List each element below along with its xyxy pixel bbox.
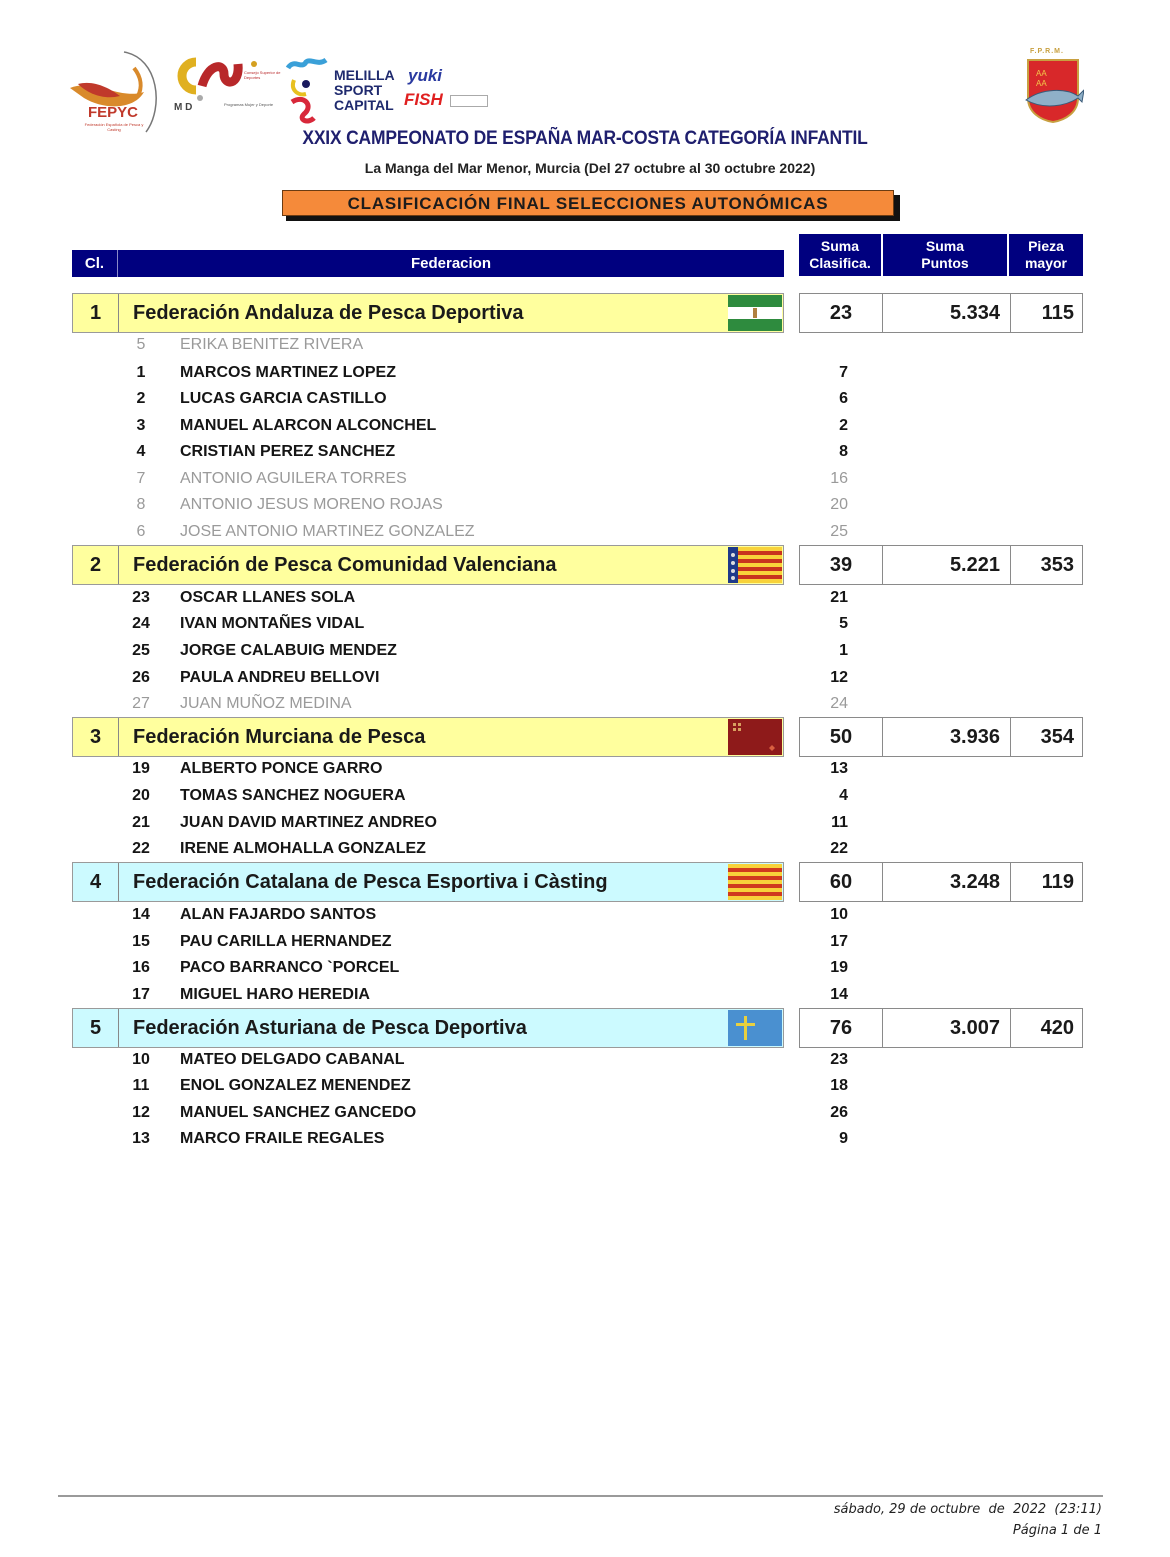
suma-clasifica-value: 50 bbox=[800, 718, 883, 756]
member-points: 5 bbox=[839, 615, 848, 632]
valencia-flag-icon bbox=[728, 547, 782, 583]
csd-logo bbox=[168, 56, 288, 126]
member-points: 18 bbox=[830, 1077, 848, 1094]
team-rank: 5 bbox=[73, 1009, 119, 1047]
member-number: 22 bbox=[132, 840, 150, 857]
fish-logo-text: FISH bbox=[404, 90, 443, 109]
svg-text:AA: AA bbox=[1036, 69, 1047, 78]
member-points: 8 bbox=[839, 443, 848, 460]
footer-page-number: Página 1 de 1 bbox=[1012, 1523, 1102, 1538]
member-row bbox=[120, 903, 860, 927]
member-points: 24 bbox=[830, 695, 848, 712]
csd-logo-text: Consejo Superior de Deportes bbox=[244, 70, 281, 80]
member-points: 16 bbox=[830, 470, 848, 487]
member-name: MARCOS MARTINEZ LOPEZ bbox=[180, 364, 396, 381]
column-header-suma-clasifica-line1: Suma bbox=[820, 238, 860, 254]
fprm-shield-logo bbox=[1022, 48, 1084, 122]
team-rank: 4 bbox=[73, 863, 119, 901]
column-header-pieza-mayor bbox=[1009, 234, 1083, 276]
yuki-logo-text: yuki bbox=[408, 66, 443, 85]
suma-puntos-value: 3.248 bbox=[883, 863, 1011, 901]
member-row bbox=[120, 493, 860, 517]
member-number: 15 bbox=[132, 933, 150, 950]
suma-puntos-value: 3.007 bbox=[883, 1009, 1011, 1047]
suma-puntos-value: 3.936 bbox=[883, 718, 1011, 756]
myd-logo-text: M D bbox=[174, 102, 193, 113]
championship-title: XXIX CAMPEONATO DE ESPAÑA MAR-COSTA CATEGORÍA INFANTIL bbox=[302, 128, 868, 149]
member-row bbox=[120, 520, 860, 544]
footer-divider bbox=[58, 1495, 1103, 1497]
suma-puntos-value: 5.334 bbox=[883, 294, 1011, 332]
team-name: Federación Asturiana de Pesca Deportiva bbox=[133, 1016, 527, 1039]
member-number: 8 bbox=[136, 496, 146, 513]
pieza-mayor-value: 353 bbox=[1040, 553, 1074, 576]
myd-logo-subtext: Programas Mujer y Deporte bbox=[224, 102, 274, 107]
member-name: ERIKA BENITEZ RIVERA bbox=[180, 336, 364, 353]
member-name: MANUEL ALARCON ALCONCHEL bbox=[180, 417, 437, 434]
fepyc-logo-text: FEPYC bbox=[88, 104, 139, 121]
member-name: IRENE ALMOHALLA GONZALEZ bbox=[180, 840, 426, 857]
member-name: OSCAR LLANES SOLA bbox=[180, 589, 356, 606]
suma-clasifica-value: 76 bbox=[800, 1009, 883, 1047]
pieza-mayor-value: 119 bbox=[1041, 870, 1074, 893]
fepyc-logo-subtext: Federación Española de Pesca y Casting bbox=[84, 122, 144, 132]
team-name: Federación de Pesca Comunidad Valenciana bbox=[133, 553, 557, 576]
member-points: 1 bbox=[839, 642, 848, 659]
asturias-flag-icon bbox=[728, 1010, 782, 1046]
melilla-sport-capital-logo bbox=[284, 58, 404, 126]
team-row bbox=[72, 545, 784, 585]
suma-clasifica-value: 39 bbox=[800, 546, 883, 584]
member-points: 4 bbox=[839, 787, 848, 804]
column-header-cl: Cl. bbox=[72, 250, 118, 277]
member-number: 1 bbox=[136, 364, 146, 381]
member-name: JUAN DAVID MARTINEZ ANDREO bbox=[180, 814, 437, 831]
member-points: 9 bbox=[839, 1130, 848, 1147]
team-row bbox=[72, 862, 784, 902]
column-header-federacion: Federacion bbox=[118, 250, 784, 277]
team-name: Federación Murciana de Pesca bbox=[133, 725, 426, 748]
member-name: TOMAS SANCHEZ NOGUERA bbox=[180, 787, 406, 804]
column-header-suma-clasifica bbox=[799, 234, 881, 276]
member-name: MARCO FRAILE REGALES bbox=[180, 1130, 385, 1147]
column-header-suma-puntos bbox=[883, 234, 1007, 276]
member-row bbox=[120, 811, 860, 835]
member-row bbox=[120, 930, 860, 954]
team-row bbox=[72, 717, 784, 757]
member-number: 20 bbox=[132, 787, 150, 804]
team-stats bbox=[799, 293, 1083, 333]
member-name: LUCAS GARCIA CASTILLO bbox=[180, 390, 387, 407]
member-number: 23 bbox=[132, 589, 150, 606]
member-points: 12 bbox=[830, 669, 848, 686]
member-row bbox=[120, 666, 860, 690]
member-name: JOSE ANTONIO MARTINEZ GONZALEZ bbox=[180, 523, 475, 540]
member-number: 17 bbox=[132, 986, 150, 1003]
member-name: CRISTIAN PEREZ SANCHEZ bbox=[180, 443, 396, 460]
fprm-logo-text: F.P.R.M. bbox=[1030, 48, 1064, 55]
member-points: 19 bbox=[830, 959, 848, 976]
team-stats bbox=[799, 545, 1083, 585]
member-points: 7 bbox=[839, 364, 848, 381]
member-number: 6 bbox=[136, 523, 146, 540]
member-row bbox=[120, 692, 860, 716]
member-row bbox=[120, 956, 860, 980]
svg-text:AA: AA bbox=[1036, 79, 1047, 88]
member-name: IVAN MONTAÑES VIDAL bbox=[180, 615, 365, 632]
yuki-fish-logo bbox=[404, 64, 494, 114]
member-number: 24 bbox=[132, 615, 150, 632]
member-points: 23 bbox=[830, 1051, 848, 1068]
member-row bbox=[120, 1127, 860, 1151]
member-number: 2 bbox=[136, 390, 146, 407]
member-row bbox=[120, 612, 860, 636]
pieza-mayor-value: 115 bbox=[1041, 301, 1074, 324]
member-row bbox=[120, 440, 860, 464]
column-header-pieza-mayor-line2: mayor bbox=[1024, 255, 1068, 271]
column-header-suma-puntos-line2: Puntos bbox=[921, 255, 969, 271]
member-row bbox=[120, 586, 860, 610]
member-number: 16 bbox=[132, 959, 150, 976]
member-row bbox=[120, 983, 860, 1007]
member-number: 19 bbox=[132, 760, 150, 777]
classification-banner: CLASIFICACIÓN FINAL SELECCIONES AUTONÓMICAS bbox=[282, 190, 894, 216]
team-rank: 3 bbox=[73, 718, 119, 756]
member-row bbox=[120, 414, 860, 438]
team-rank: 1 bbox=[73, 294, 119, 332]
member-name: PACO BARRANCO `PORCEL bbox=[180, 959, 400, 976]
suma-puntos-value: 5.221 bbox=[883, 546, 1011, 584]
member-row bbox=[120, 1074, 860, 1098]
member-name: ANTONIO AGUILERA TORRES bbox=[180, 470, 407, 487]
member-points: 20 bbox=[830, 496, 848, 513]
member-points: 25 bbox=[830, 523, 848, 540]
member-name: ALBERTO PONCE GARRO bbox=[180, 760, 383, 777]
member-points: 17 bbox=[830, 933, 848, 950]
member-name: JUAN MUÑOZ MEDINA bbox=[180, 695, 352, 712]
member-points: 6 bbox=[839, 390, 848, 407]
column-header-pieza-mayor-line1: Pieza bbox=[1028, 238, 1064, 254]
team-name: Federación Andaluza de Pesca Deportiva bbox=[133, 301, 524, 324]
member-points: 26 bbox=[830, 1104, 848, 1121]
member-name: PAULA ANDREU BELLOVI bbox=[180, 669, 380, 686]
member-number: 21 bbox=[132, 814, 150, 831]
member-number: 5 bbox=[136, 336, 146, 353]
member-row bbox=[120, 639, 860, 663]
suma-clasifica-value: 60 bbox=[800, 863, 883, 901]
catalunya-flag-icon bbox=[728, 864, 782, 900]
team-row bbox=[72, 1008, 784, 1048]
team-name: Federación Catalana de Pesca Esportiva i Càsting bbox=[133, 870, 608, 893]
member-number: 26 bbox=[132, 669, 150, 686]
member-row bbox=[120, 784, 860, 808]
member-number: 14 bbox=[132, 906, 150, 923]
member-name: ANTONIO JESUS MORENO ROJAS bbox=[180, 496, 443, 513]
member-number: 25 bbox=[132, 642, 150, 659]
member-row bbox=[120, 361, 860, 385]
member-number: 12 bbox=[132, 1104, 150, 1121]
team-stats bbox=[799, 717, 1083, 757]
championship-subtitle: La Manga del Mar Menor, Murcia (Del 27 octubre al 30 octubre 2022) bbox=[364, 160, 816, 176]
member-points: 14 bbox=[830, 986, 848, 1003]
member-number: 4 bbox=[136, 443, 146, 460]
member-row bbox=[120, 333, 860, 357]
member-name: MIGUEL HARO HEREDIA bbox=[180, 986, 370, 1003]
member-points: 13 bbox=[830, 760, 848, 777]
column-header-suma-puntos-line1: Suma bbox=[925, 238, 965, 254]
member-name: MATEO DELGADO CABANAL bbox=[180, 1051, 405, 1068]
member-number: 7 bbox=[136, 470, 146, 487]
pieza-mayor-value: 354 bbox=[1040, 725, 1074, 748]
member-name: ALAN FAJARDO SANTOS bbox=[180, 906, 377, 923]
column-header-suma-clasifica-line2: Clasifica. bbox=[809, 255, 871, 271]
team-stats bbox=[799, 1008, 1083, 1048]
member-number: 13 bbox=[132, 1130, 150, 1147]
suma-clasifica-value: 23 bbox=[800, 294, 883, 332]
melilla-logo-line3: CAPITAL bbox=[334, 97, 394, 113]
member-name: PAU CARILLA HERNANDEZ bbox=[180, 933, 392, 950]
member-row bbox=[120, 1101, 860, 1125]
member-points: 2 bbox=[839, 417, 848, 434]
melilla-logo-line2: SPORT bbox=[334, 82, 383, 98]
member-number: 27 bbox=[132, 695, 150, 712]
melilla-logo-line1: MELILLA bbox=[334, 67, 395, 83]
member-name: MANUEL SANCHEZ GANCEDO bbox=[180, 1104, 417, 1121]
team-row bbox=[72, 293, 784, 333]
member-row bbox=[120, 387, 860, 411]
team-rank: 2 bbox=[73, 546, 119, 584]
member-points: 11 bbox=[831, 814, 848, 831]
pieza-mayor-value: 420 bbox=[1040, 1016, 1074, 1039]
member-name: JORGE CALABUIG MENDEZ bbox=[180, 642, 397, 659]
member-points: 22 bbox=[830, 840, 848, 857]
member-number: 11 bbox=[132, 1077, 150, 1094]
member-row bbox=[120, 757, 860, 781]
member-number: 10 bbox=[132, 1051, 150, 1068]
member-number: 3 bbox=[136, 417, 146, 434]
member-points: 21 bbox=[830, 589, 848, 606]
fepyc-logo bbox=[64, 48, 164, 138]
fish-logo-box bbox=[450, 95, 488, 107]
member-row bbox=[120, 1048, 860, 1072]
member-name: ENOL GONZALEZ MENENDEZ bbox=[180, 1077, 411, 1094]
team-stats bbox=[799, 862, 1083, 902]
murcia-flag-icon bbox=[728, 719, 782, 755]
member-row bbox=[120, 467, 860, 491]
footer-date: sábado, 29 de octubre de 2022 (23:11) bbox=[833, 1502, 1102, 1517]
andalucia-flag-icon bbox=[728, 295, 782, 331]
member-row bbox=[120, 837, 860, 861]
member-points: 10 bbox=[830, 906, 848, 923]
